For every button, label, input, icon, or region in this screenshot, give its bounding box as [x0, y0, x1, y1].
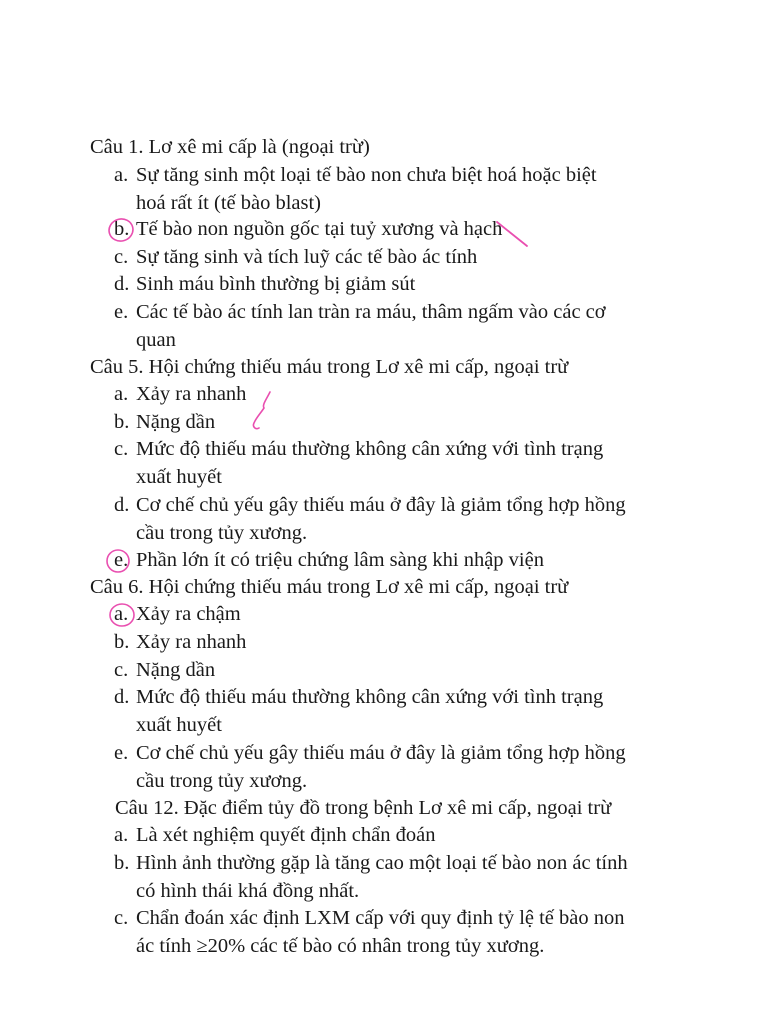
- option-text: Sinh máu bình thường bị giảm sút: [136, 273, 416, 295]
- q5-option-d: [114, 492, 626, 547]
- option-letter: e.: [114, 742, 129, 764]
- option-text: Cơ chế chủ yếu gây thiếu máu ở đây là giảm tổng hợp hồng: [136, 742, 626, 764]
- option-letter: c.: [114, 246, 129, 268]
- option-letter: e.: [114, 301, 129, 323]
- option-letter: a.: [114, 603, 129, 625]
- option-text: Sự tăng sinh một loại tế bào non chưa biệt hoá hoặc biệt: [136, 164, 597, 186]
- check-mark-q5: [253, 392, 270, 429]
- option-text-continued: ác tính ≥20% các tế bào có nhân trong tủy xương.: [136, 934, 545, 957]
- option-text: Nặng dần: [136, 659, 216, 681]
- option-text: Xảy ra nhanh: [136, 383, 247, 405]
- option-text: Cơ chế chủ yếu gây thiếu máu ở đây là giảm tổng hợp hồng: [136, 494, 626, 516]
- option-letter: d.: [114, 273, 130, 295]
- q6-option-d: [114, 684, 603, 739]
- option-text: Phần lớn ít có triệu chứng lâm sàng khi nhập viện: [136, 549, 544, 571]
- q5-option-b: [114, 409, 215, 437]
- option-text: Sự tăng sinh và tích luỹ các tế bào ác tính: [136, 246, 478, 268]
- option-text-continued: quan: [136, 328, 176, 351]
- q1-option-a: [114, 162, 597, 217]
- option-text: Xảy ra chậm: [136, 603, 241, 625]
- q1-option-d: [114, 271, 415, 299]
- question-6-title: Câu 6. Hội chứng thiếu máu trong Lơ xê mi cấp, ngoại trừ: [90, 576, 569, 598]
- option-letter: c.: [114, 659, 129, 681]
- option-text: Xảy ra nhanh: [136, 631, 247, 653]
- option-text-continued: có hình thái khá đồng nhất.: [136, 879, 360, 902]
- option-letter: d.: [114, 494, 130, 516]
- option-letter: a.: [114, 383, 129, 405]
- q5-option-e: [114, 547, 544, 575]
- option-text-continued: cầu trong tủy xương.: [136, 521, 308, 544]
- option-letter: b.: [114, 852, 130, 874]
- option-text: Là xét nghiệm quyết định chẩn đoán: [136, 824, 436, 846]
- q12-option-a: [114, 822, 435, 850]
- q6-option-e: [114, 740, 626, 795]
- option-text-continued: hoá rất ít (tế bào blast): [136, 191, 322, 214]
- q5-option-c: [114, 436, 603, 491]
- q12-option-c: [114, 905, 625, 960]
- q12-option-b: [114, 850, 628, 905]
- q1-option-b: [114, 216, 502, 244]
- option-text: Tế bào non nguồn gốc tại tuỷ xương và hạch: [136, 218, 503, 240]
- option-text: Nặng dần: [136, 411, 216, 433]
- q1-option-c: [114, 244, 477, 272]
- q6-option-a: [114, 601, 241, 629]
- option-text-continued: xuất huyết: [136, 465, 222, 488]
- q6-option-b: [114, 629, 246, 657]
- q6-option-c: [114, 657, 215, 685]
- option-letter: b.: [114, 631, 130, 653]
- option-text: Mức độ thiếu máu thường không cân xứng với tình trạng: [136, 438, 604, 460]
- option-text: Chẩn đoán xác định LXM cấp với quy định tỷ lệ tế bào non: [136, 907, 625, 929]
- option-letter: a.: [114, 824, 129, 846]
- option-text-continued: cầu trong tủy xương.: [136, 769, 308, 792]
- option-letter: c.: [114, 907, 129, 929]
- option-letter: c.: [114, 438, 129, 460]
- option-text: Các tế bào ác tính lan tràn ra máu, thâm ngấm vào các cơ: [136, 301, 606, 323]
- q5-option-a: [114, 381, 246, 409]
- option-letter: a.: [114, 164, 129, 186]
- option-letter: d.: [114, 686, 130, 708]
- option-text-continued: xuất huyết: [136, 713, 222, 736]
- option-letter: b.: [114, 411, 130, 433]
- option-text: Mức độ thiếu máu thường không cân xứng với tình trạng: [136, 686, 604, 708]
- option-letter: b.: [114, 218, 130, 240]
- question-5-title: Câu 5. Hội chứng thiếu máu trong Lơ xê mi cấp, ngoại trừ: [90, 356, 569, 378]
- q1-option-e: [114, 299, 606, 354]
- option-letter: e.: [114, 549, 129, 571]
- option-text: Hình ảnh thường gặp là tăng cao một loại tế bào non ác tính: [136, 852, 628, 874]
- question-1-title: Câu 1. Lơ xê mi cấp là (ngoại trừ): [90, 136, 370, 158]
- question-12-title: Câu 12. Đặc điểm tủy đồ trong bệnh Lơ xê mi cấp, ngoại trừ: [115, 797, 612, 819]
